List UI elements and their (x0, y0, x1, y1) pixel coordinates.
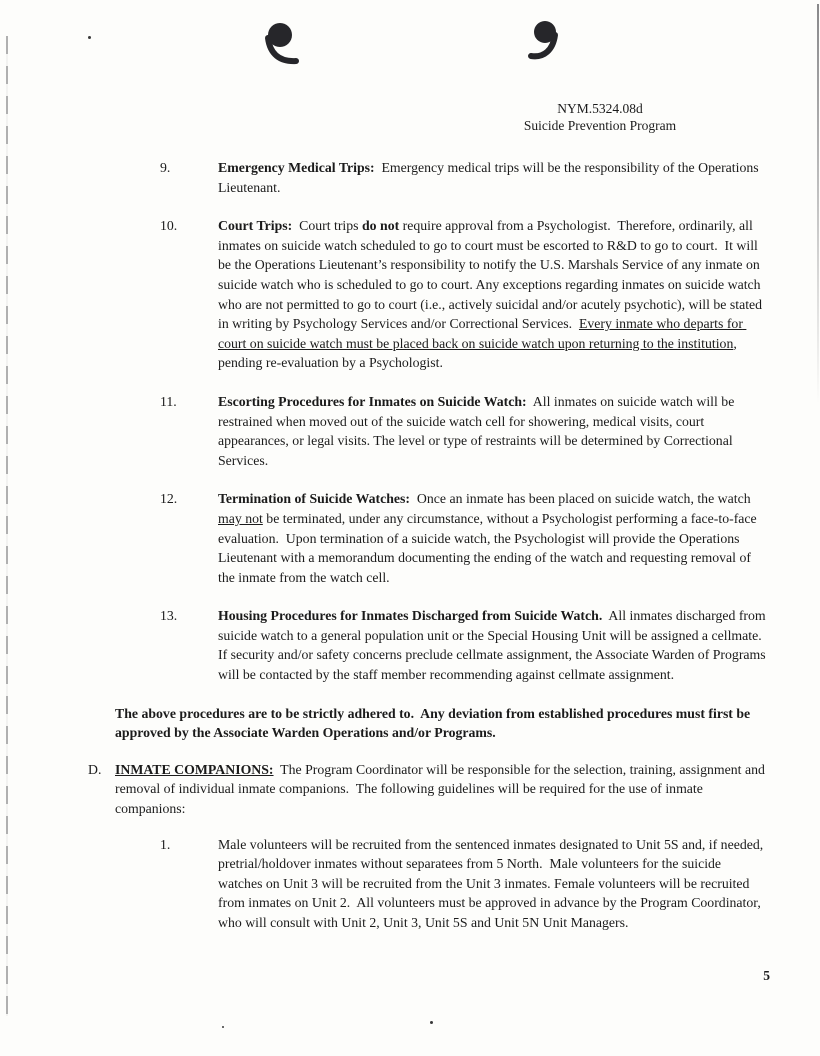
document-header (480, 0, 720, 134)
item-number: 13. (160, 608, 178, 624)
list-item (0, 606, 820, 684)
ink-smudge-icon (260, 22, 304, 68)
scan-edge-artifact-right (817, 4, 819, 404)
list-item (0, 216, 820, 373)
item-text: Male volunteers will be recruited from the sentenced inmates designated to Unit 5S and, if needed, pretrial/holdover inmates without separatees from 5 North. Male volunteers for the suicide watches on Unit 3 will be recruited from the Unit 3 inmates. Female volunteers will be recruited from inmates on Unit 2. All volunteers must be approved in advance by the Program Coordinator, who will consult with Unit 2, Unit 3, Unit 5S and Unit 5N Unit Managers. (218, 836, 767, 930)
item-number: 10. (160, 218, 178, 234)
scan-speck (88, 36, 91, 39)
item-number: 9. (160, 160, 171, 175)
document-title: Suicide Prevention Program (523, 118, 677, 133)
document-body (0, 158, 820, 933)
scan-edge-artifact-left (6, 36, 8, 1016)
item-number: 11. (160, 393, 177, 409)
list-item (0, 835, 820, 933)
item-number: 12. (160, 491, 178, 507)
item-text: Housing Procedures for Inmates Discharged from Suicide Watch. All inmates discharged from suicide watch to a general population unit or the Special Housing Unit will be assigned a cellmate. If security and/or safety concerns preclude cellmate assignment, the Associate Warden of Programs will be contacted by the staff member recommending against cellmate assignment. (218, 608, 770, 683)
ink-smudge-icon (524, 20, 564, 66)
item-text: Termination of Suicide Watches: Once an inmate has been placed on suicide watch, the watch may not be terminated, under any circumstance, without a Psychologist performing a face-to-face evaluation. Upon termination of a suicide watch, the Psychologist will provide the Operations Lieutenant with a memorandum documenting the ending of the watch and requesting removal of the inmate from the watch cell. (218, 491, 761, 585)
list-item (0, 392, 820, 470)
adherence-note: The above procedures are to be strictly adhered to. Any deviation from established procedures must first be approved by the Associate Warden Operations and/or Programs. (115, 705, 754, 741)
item-text: Emergency Medical Trips: Emergency medical trips will be the responsibility of the Operations Lieutenant. (218, 160, 763, 195)
item-text: Escorting Procedures for Inmates on Suicide Watch: All inmates on suicide watch will be restrained when moved out of the suicide watch cell for showering, medical visits, court appearances, or legal visits. The level or type of restraints will be determined by Correctional Services. (218, 393, 738, 468)
section-letter: D. (88, 761, 102, 777)
scan-speck (222, 1026, 224, 1028)
section-d (0, 760, 820, 819)
item-text: Court Trips: Court trips do not require approval from a Psychologist. Therefore, ordinarily, all inmates on suicide watch scheduled to go to court must be escorted to R&D to go to court. It will be the Operations Lieutenant’s responsibility to notify the U.S. Marshals Service of any inmate on suicide watch who is scheduled to go to court. Any exceptions regarding inmates on suicide watch who are not permitted to go to court (i.e., actively suicidal and/or acutely psychotic), will be stated in writing by Psychology Services and/or Correctional Services. Every inmate who departs for court on suicide watch must be placed back on suicide watch upon returning to the institution, pending re-evaluation by a Psychologist. (218, 218, 766, 371)
document-number: NYM.5324.08d (557, 101, 643, 116)
page-number: 5 (763, 968, 770, 983)
list-item (0, 158, 820, 197)
section-text: INMATE COMPANIONS: The Program Coordinator will be responsible for the selection, training, assignment and removal of individual inmate companions. The following guidelines will be required for the use of inmate companions: (115, 761, 769, 817)
item-number: 1. (160, 836, 171, 852)
list-item (0, 489, 820, 587)
scan-speck (430, 1021, 433, 1024)
